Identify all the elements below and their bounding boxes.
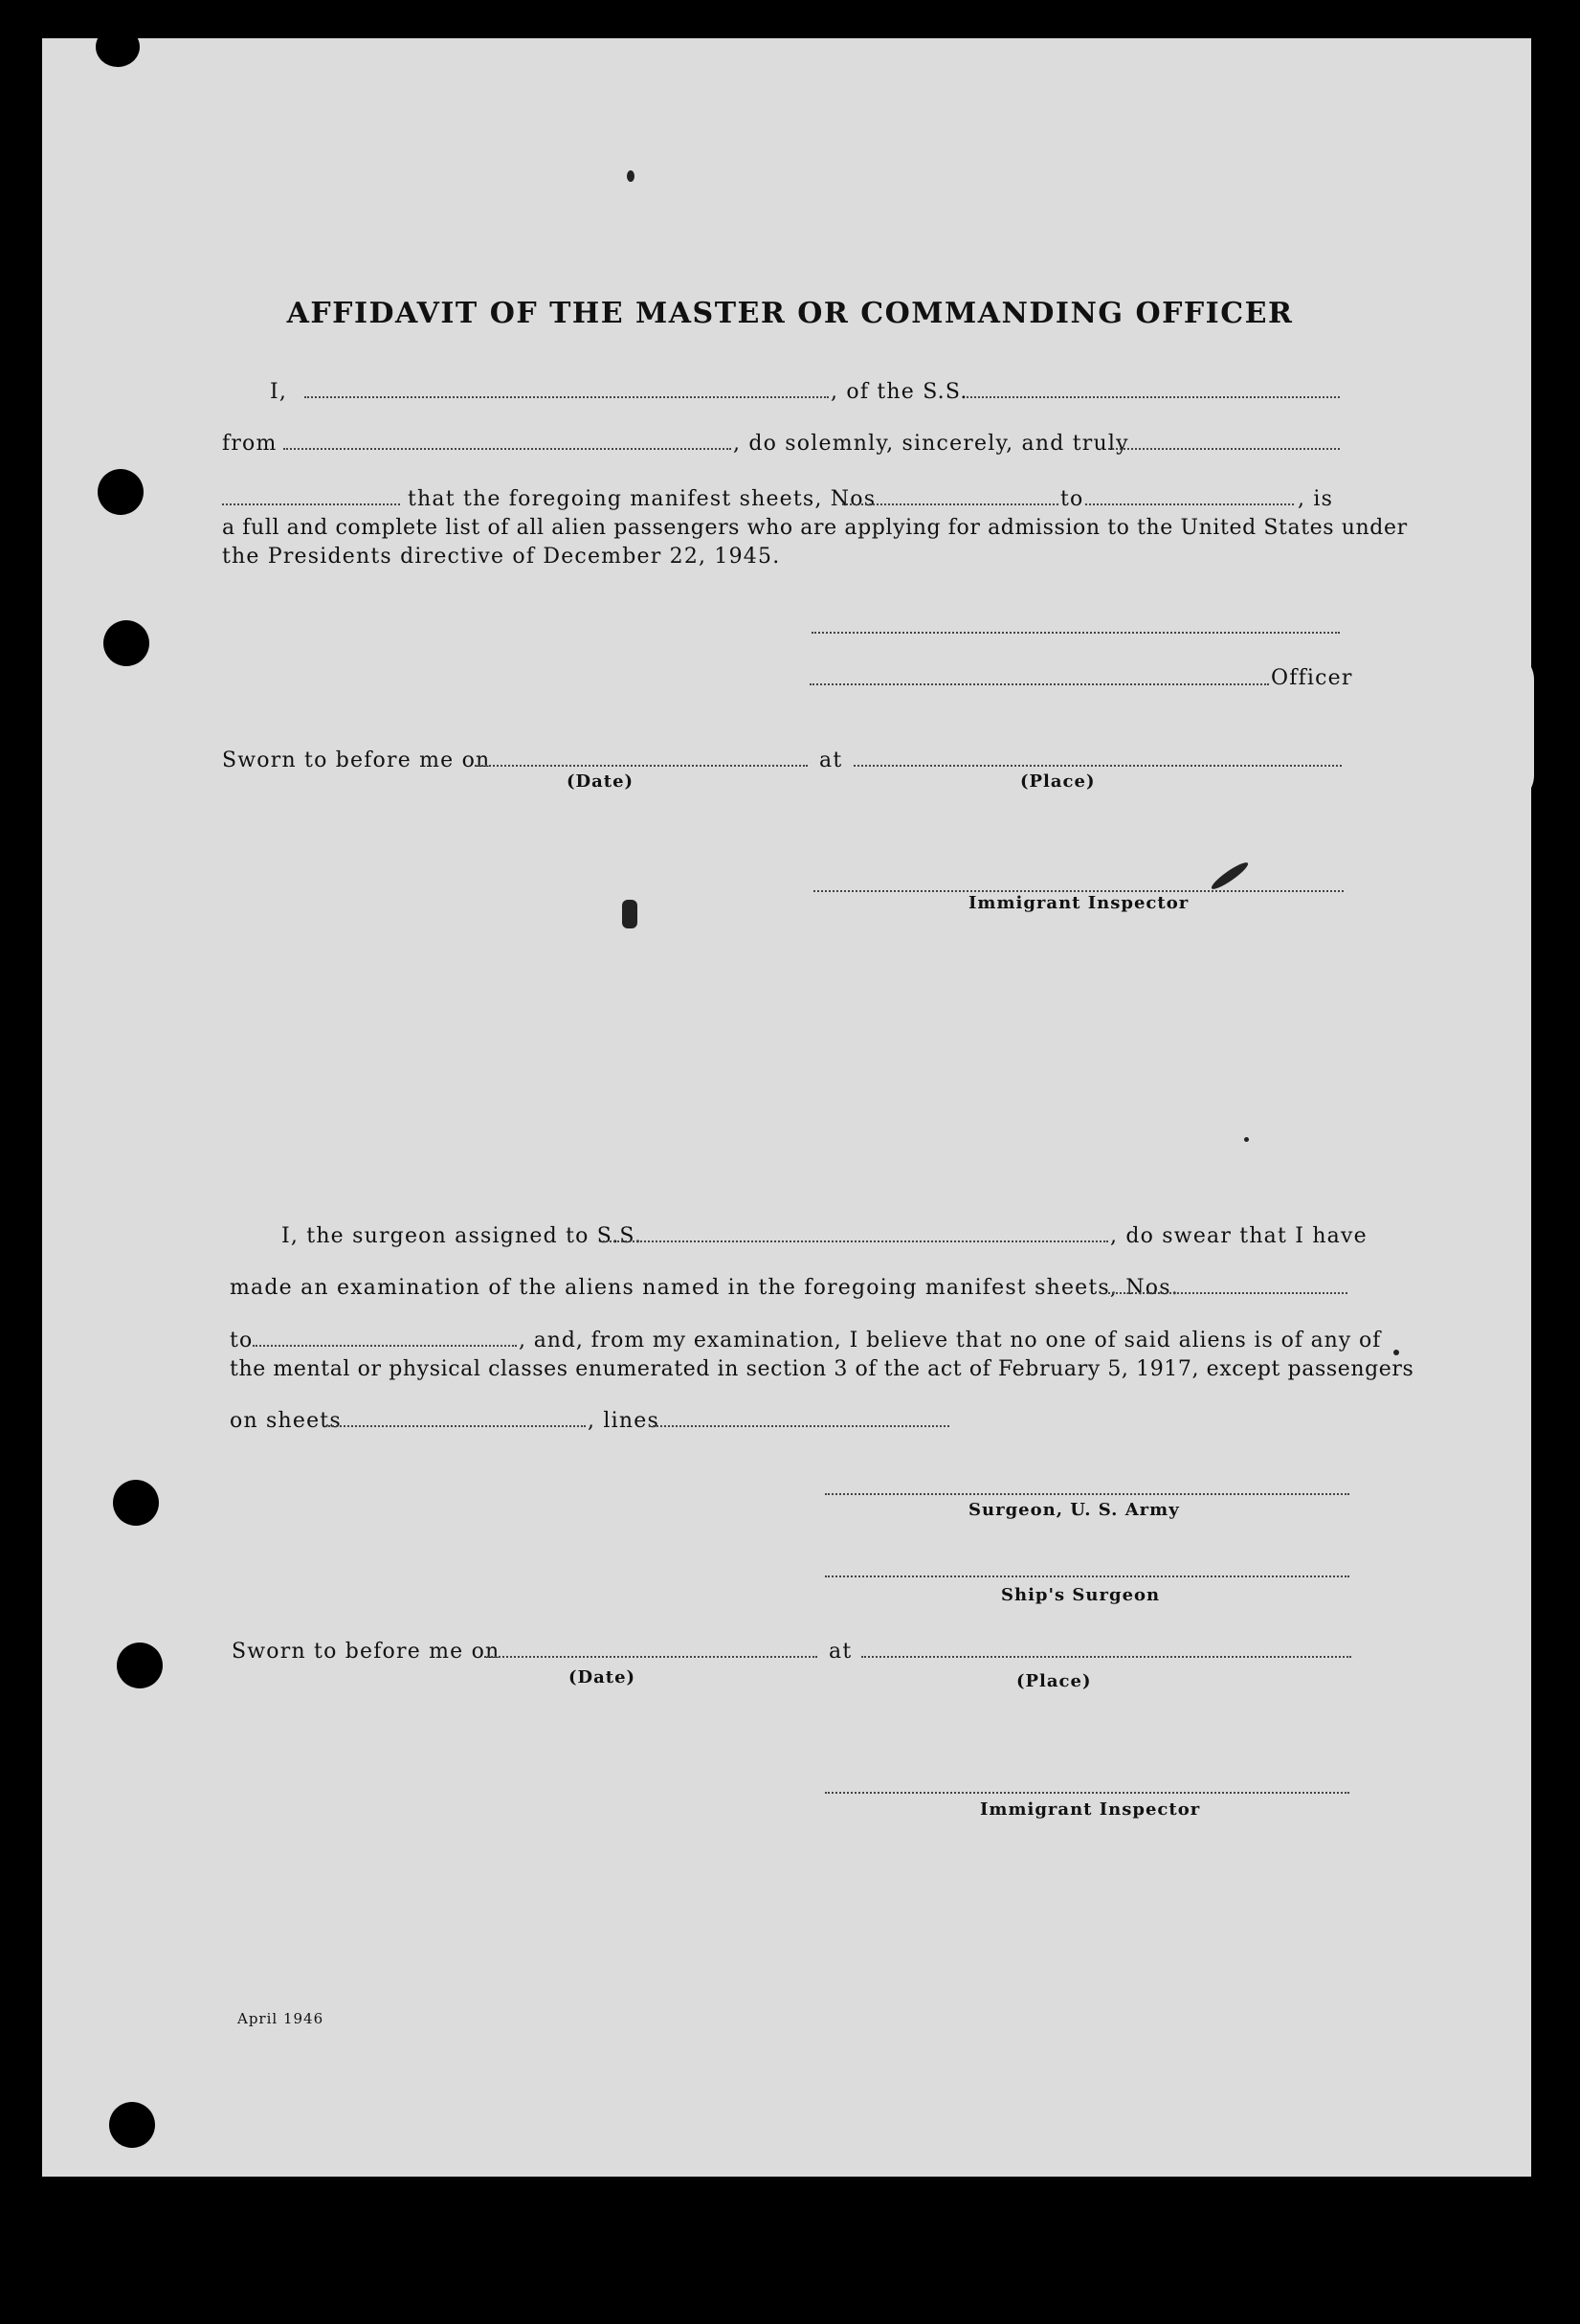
body-line-5: the Presidents directive of December 22, 1945. (222, 545, 781, 569)
place-caption: (Place) (1020, 771, 1096, 792)
lines-label: , lines (588, 1409, 659, 1433)
date-caption: (Date) (567, 771, 634, 792)
ink-speck (1244, 1137, 1249, 1142)
punch-hole (109, 2102, 155, 2148)
surgeon-line-3: , and, from my examination, I believe that no one of said aliens is of any of (519, 1329, 1382, 1352)
sworn-place-field[interactable] (854, 765, 1342, 767)
form-page (42, 38, 1531, 2177)
at-label: at (819, 749, 843, 772)
punch-hole (98, 469, 144, 515)
inspector-signature-field[interactable] (813, 890, 1344, 892)
surgeon-place-caption: (Place) (1016, 1671, 1092, 1691)
surgeon-line-4: the mental or physical classes enumerated in section 3 of the act of February 5, 1917, except passengers (230, 1357, 1414, 1381)
sheet-to-field[interactable] (1085, 503, 1294, 505)
surgeon-sworn-place-field[interactable] (861, 1656, 1351, 1658)
surgeon-line-2: made an examination of the aliens named in the foregoing manifest sheets, Nos. (230, 1276, 1179, 1300)
surgeon-sheet-from-field[interactable] (1108, 1292, 1347, 1294)
on-sheets-label: on sheets (230, 1409, 342, 1433)
master-i-label: I, (270, 380, 288, 404)
punch-hole (103, 620, 149, 666)
army-surgeon-label: Surgeon, U. S. Army (968, 1500, 1180, 1520)
surgeon-ship-field[interactable] (603, 1240, 1108, 1242)
surgeon-inspector-signature-field[interactable] (825, 1792, 1349, 1794)
sworn-label: Sworn to before me on (222, 749, 491, 772)
surgeon-sheet-to-field[interactable] (253, 1345, 517, 1347)
footer-date: April 1946 (237, 2010, 324, 2027)
surgeon-inspector-label: Immigrant Inspector (980, 1799, 1201, 1820)
foregoing-text: that the foregoing manifest sheets, Nos (408, 487, 877, 511)
on-sheets-field[interactable] (325, 1425, 586, 1427)
inspector-label: Immigrant Inspector (968, 893, 1190, 913)
sheet-from-field[interactable] (842, 503, 1058, 505)
ink-speck (627, 170, 634, 182)
oath-type-field-cont[interactable] (222, 503, 400, 505)
oath-type-field[interactable] (1108, 448, 1340, 450)
officer-signature-field[interactable] (810, 683, 1269, 685)
surgeon-sworn-label: Sworn to before me on (232, 1640, 501, 1664)
surgeon-line-1: I, the surgeon assigned to S.S. (281, 1224, 643, 1248)
army-surgeon-signature-field[interactable] (825, 1493, 1349, 1495)
page-edge-tab (1496, 651, 1534, 804)
solemnly-text: , do solemnly, sincerely, and truly (733, 432, 1129, 456)
ink-speck (622, 900, 637, 928)
ship-surgeon-label: Ship's Surgeon (1001, 1585, 1161, 1605)
officer-label: Officer (1271, 666, 1353, 690)
lines-field[interactable] (649, 1425, 949, 1427)
surgeon-sworn-date-field[interactable] (484, 1656, 817, 1658)
form-title: AFFIDAVIT OF THE MASTER OR COMMANDING OFFICER (286, 297, 1294, 330)
ink-speck (1393, 1350, 1399, 1355)
from-label: from (222, 432, 278, 456)
punch-hole (117, 1642, 163, 1688)
punch-hole (113, 1480, 159, 1526)
surgeon-swear-text: , do swear that I have (1110, 1224, 1368, 1248)
body-line-4: a full and complete list of all alien passengers who are applying for admission to the United States under (222, 516, 1408, 540)
surgeon-at-label: at (829, 1640, 853, 1664)
surgeon-to-label: to (230, 1329, 254, 1352)
punch-hole (96, 27, 140, 67)
surgeon-date-caption: (Date) (568, 1667, 636, 1687)
to-label: to (1060, 487, 1084, 511)
master-signature-field[interactable] (812, 632, 1340, 634)
is-text: , is (1298, 487, 1334, 511)
ship-surgeon-signature-field[interactable] (825, 1575, 1349, 1577)
of-ss-label: , of the S.S. (831, 380, 968, 404)
master-name-field[interactable] (304, 396, 829, 398)
ship-name-field[interactable] (967, 396, 1340, 398)
from-port-field[interactable] (283, 448, 731, 450)
sworn-date-field[interactable] (475, 765, 808, 767)
